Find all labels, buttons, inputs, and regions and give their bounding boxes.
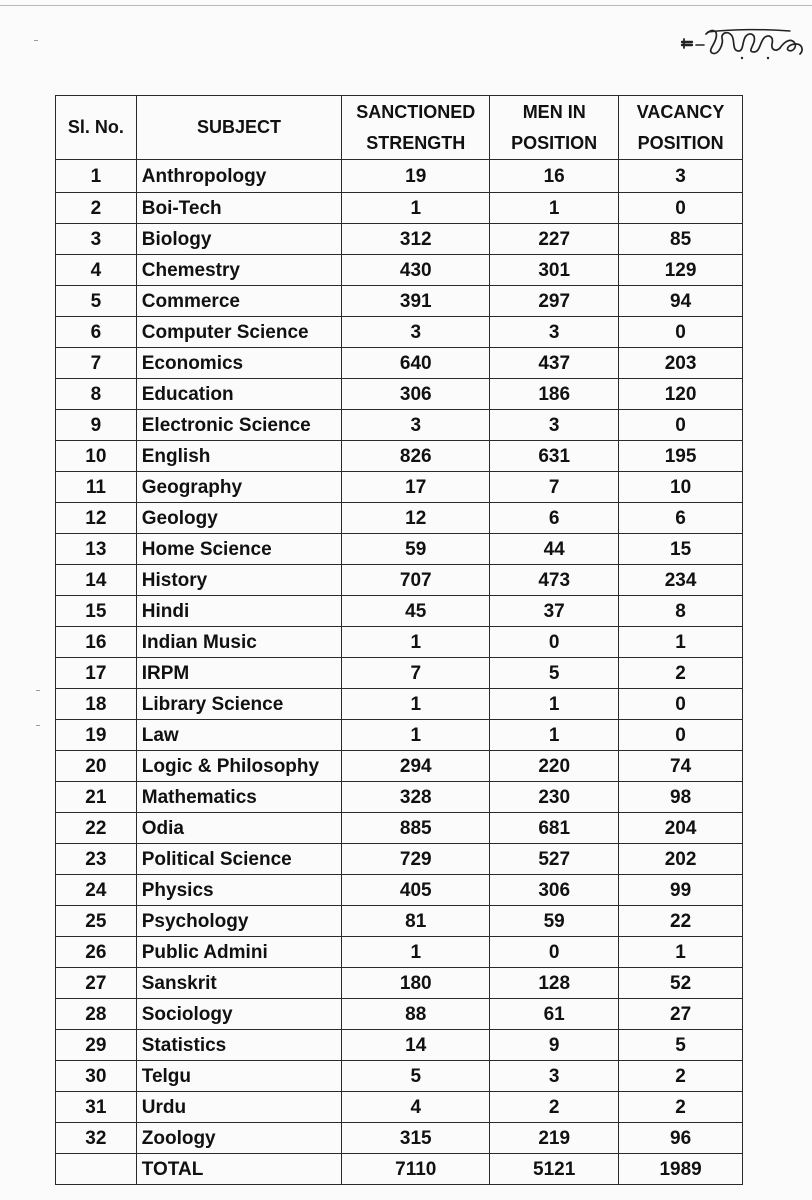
subject-cell: Physics xyxy=(136,875,342,906)
total-row xyxy=(56,1154,743,1185)
vacancy-position-cell: 204 xyxy=(619,813,743,844)
vacancy-position-cell: 0 xyxy=(619,317,743,348)
men-in-position-cell: 61 xyxy=(490,999,619,1030)
subject-cell: Geology xyxy=(136,503,342,534)
men-in-position-cell: 6 xyxy=(490,503,619,534)
header-sl-no: Sl. No. xyxy=(56,96,137,160)
vacancy-position-cell: 0 xyxy=(619,720,743,751)
men-in-position-cell: 3 xyxy=(490,1061,619,1092)
men-in-position-cell: 128 xyxy=(490,968,619,999)
table-row xyxy=(56,1061,743,1092)
subject-cell: Public Admini xyxy=(136,937,342,968)
men-in-position-cell: 527 xyxy=(490,844,619,875)
men-in-position-cell: 220 xyxy=(490,751,619,782)
sl-no-cell: 32 xyxy=(56,1123,137,1154)
sanctioned-strength-cell: 1 xyxy=(342,689,490,720)
sanctioned-strength-cell: 315 xyxy=(342,1123,490,1154)
sl-no-cell: 14 xyxy=(56,565,137,596)
sanctioned-strength-cell: 81 xyxy=(342,906,490,937)
subject-cell: IRPM xyxy=(136,658,342,689)
header-sanctioned-strength: SANCTIONED STRENGTH xyxy=(342,96,490,160)
sanctioned-strength-cell: 640 xyxy=(342,348,490,379)
vacancy-position-cell: 0 xyxy=(619,410,743,441)
sanctioned-strength-cell: 19 xyxy=(342,160,490,193)
vacancy-position-cell: 120 xyxy=(619,379,743,410)
vacancy-position-cell: 2 xyxy=(619,1092,743,1123)
sanctioned-strength-cell: 14 xyxy=(342,1030,490,1061)
sl-no-cell: 10 xyxy=(56,441,137,472)
sl-no-cell: 8 xyxy=(56,379,137,410)
sanctioned-strength-cell: 4 xyxy=(342,1092,490,1123)
sl-no-cell: 17 xyxy=(56,658,137,689)
table-row xyxy=(56,472,743,503)
sl-no-cell: 11 xyxy=(56,472,137,503)
men-in-position-cell: 301 xyxy=(490,255,619,286)
table-row xyxy=(56,255,743,286)
sanctioned-strength-cell: 1 xyxy=(342,627,490,658)
table-row xyxy=(56,875,743,906)
subject-cell: Mathematics xyxy=(136,782,342,813)
table-row xyxy=(56,937,743,968)
men-in-position-cell: 16 xyxy=(490,160,619,193)
men-in-position-cell: 2 xyxy=(490,1092,619,1123)
men-in-position-cell: 297 xyxy=(490,286,619,317)
sanctioned-strength-cell: 312 xyxy=(342,224,490,255)
table-body xyxy=(56,160,743,1154)
sl-no-cell: 27 xyxy=(56,968,137,999)
sanctioned-strength-cell: 1 xyxy=(342,193,490,224)
vacancy-position-cell: 27 xyxy=(619,999,743,1030)
vacancy-position-cell: 6 xyxy=(619,503,743,534)
table-row xyxy=(56,968,743,999)
sl-no-cell: 20 xyxy=(56,751,137,782)
table-row xyxy=(56,751,743,782)
sl-no-cell: 4 xyxy=(56,255,137,286)
men-in-position-cell: 230 xyxy=(490,782,619,813)
handwritten-annotation xyxy=(672,20,812,64)
subject-cell: Urdu xyxy=(136,1092,342,1123)
scan-speck xyxy=(36,725,40,726)
table-row xyxy=(56,627,743,658)
men-in-position-cell: 306 xyxy=(490,875,619,906)
sanctioned-strength-cell: 826 xyxy=(342,441,490,472)
sanctioned-strength-cell: 88 xyxy=(342,999,490,1030)
table-row xyxy=(56,999,743,1030)
subject-cell: Logic & Philosophy xyxy=(136,751,342,782)
sl-no-cell: 6 xyxy=(56,317,137,348)
sl-no-cell: 1 xyxy=(56,160,137,193)
total-men-in-position: 5121 xyxy=(490,1154,619,1185)
sanctioned-strength-cell: 306 xyxy=(342,379,490,410)
sl-no-cell: 16 xyxy=(56,627,137,658)
men-in-position-cell: 437 xyxy=(490,348,619,379)
sanctioned-strength-cell: 7 xyxy=(342,658,490,689)
subject-cell: Geography xyxy=(136,472,342,503)
table-row xyxy=(56,348,743,379)
men-in-position-cell: 3 xyxy=(490,410,619,441)
sanctioned-strength-cell: 12 xyxy=(342,503,490,534)
sl-no-cell: 23 xyxy=(56,844,137,875)
sanctioned-strength-cell: 707 xyxy=(342,565,490,596)
sanctioned-strength-cell: 5 xyxy=(342,1061,490,1092)
men-in-position-cell: 1 xyxy=(490,689,619,720)
subject-cell: Education xyxy=(136,379,342,410)
vacancy-position-cell: 22 xyxy=(619,906,743,937)
vacancy-position-cell: 202 xyxy=(619,844,743,875)
sl-no-cell: 28 xyxy=(56,999,137,1030)
sanctioned-strength-cell: 17 xyxy=(342,472,490,503)
men-in-position-cell: 0 xyxy=(490,937,619,968)
table-row xyxy=(56,844,743,875)
table-row xyxy=(56,782,743,813)
subject-cell: Law xyxy=(136,720,342,751)
subject-cell: Odia xyxy=(136,813,342,844)
subject-cell: Commerce xyxy=(136,286,342,317)
sanctioned-strength-cell: 59 xyxy=(342,534,490,565)
sl-no-cell: 12 xyxy=(56,503,137,534)
sanctioned-strength-cell: 294 xyxy=(342,751,490,782)
header-subject: SUBJECT xyxy=(136,96,342,160)
vacancy-position-cell: 52 xyxy=(619,968,743,999)
subject-cell: Electronic Science xyxy=(136,410,342,441)
men-in-position-cell: 44 xyxy=(490,534,619,565)
sl-no-cell: 3 xyxy=(56,224,137,255)
vacancy-position-cell: 195 xyxy=(619,441,743,472)
table-row xyxy=(56,410,743,441)
vacancy-position-cell: 5 xyxy=(619,1030,743,1061)
sanctioned-strength-cell: 1 xyxy=(342,937,490,968)
men-in-position-cell: 473 xyxy=(490,565,619,596)
vacancy-position-cell: 129 xyxy=(619,255,743,286)
scan-speck xyxy=(34,40,38,41)
men-in-position-cell: 5 xyxy=(490,658,619,689)
table-row xyxy=(56,379,743,410)
men-in-position-cell: 7 xyxy=(490,472,619,503)
table-row xyxy=(56,1030,743,1061)
sl-no-cell: 30 xyxy=(56,1061,137,1092)
sl-no-cell: 24 xyxy=(56,875,137,906)
sl-no-cell: 15 xyxy=(56,596,137,627)
men-in-position-cell: 59 xyxy=(490,906,619,937)
subject-strength-table xyxy=(55,95,743,1185)
sanctioned-strength-cell: 405 xyxy=(342,875,490,906)
men-in-position-cell: 37 xyxy=(490,596,619,627)
table-row xyxy=(56,1123,743,1154)
men-in-position-cell: 186 xyxy=(490,379,619,410)
vacancy-position-cell: 2 xyxy=(619,1061,743,1092)
sl-no-cell: 2 xyxy=(56,193,137,224)
sanctioned-strength-cell: 328 xyxy=(342,782,490,813)
vacancy-position-cell: 0 xyxy=(619,689,743,720)
sanctioned-strength-cell: 3 xyxy=(342,317,490,348)
header-row xyxy=(56,96,743,160)
vacancy-position-cell: 1 xyxy=(619,937,743,968)
total-sl-cell xyxy=(56,1154,137,1185)
subject-cell: Anthropology xyxy=(136,160,342,193)
table-row xyxy=(56,720,743,751)
scan-speck xyxy=(36,690,40,691)
subject-cell: Statistics xyxy=(136,1030,342,1061)
subject-cell: Home Science xyxy=(136,534,342,565)
men-in-position-cell: 219 xyxy=(490,1123,619,1154)
vacancy-position-cell: 10 xyxy=(619,472,743,503)
table-row xyxy=(56,286,743,317)
vacancy-position-cell: 2 xyxy=(619,658,743,689)
table-row xyxy=(56,503,743,534)
total-label: TOTAL xyxy=(136,1154,342,1185)
sanctioned-strength-cell: 391 xyxy=(342,286,490,317)
sl-no-cell: 21 xyxy=(56,782,137,813)
men-in-position-cell: 0 xyxy=(490,627,619,658)
men-in-position-cell: 1 xyxy=(490,193,619,224)
table-row xyxy=(56,160,743,193)
table-row xyxy=(56,534,743,565)
subject-cell: Economics xyxy=(136,348,342,379)
vacancy-position-cell: 0 xyxy=(619,193,743,224)
table-row xyxy=(56,193,743,224)
men-in-position-cell: 227 xyxy=(490,224,619,255)
vacancy-position-cell: 85 xyxy=(619,224,743,255)
table-row xyxy=(56,813,743,844)
page-top-rule xyxy=(0,5,812,6)
sl-no-cell: 25 xyxy=(56,906,137,937)
sanctioned-strength-cell: 729 xyxy=(342,844,490,875)
table-row xyxy=(56,596,743,627)
vacancy-position-cell: 203 xyxy=(619,348,743,379)
table-row xyxy=(56,317,743,348)
subject-cell: Sanskrit xyxy=(136,968,342,999)
table-row xyxy=(56,565,743,596)
subject-cell: Political Science xyxy=(136,844,342,875)
sl-no-cell: 22 xyxy=(56,813,137,844)
sanctioned-strength-cell: 45 xyxy=(342,596,490,627)
subject-cell: Boi-Tech xyxy=(136,193,342,224)
total-vacancy: 1989 xyxy=(619,1154,743,1185)
vacancy-position-cell: 94 xyxy=(619,286,743,317)
sl-no-cell: 5 xyxy=(56,286,137,317)
men-in-position-cell: 631 xyxy=(490,441,619,472)
men-in-position-cell: 1 xyxy=(490,720,619,751)
sl-no-cell: 29 xyxy=(56,1030,137,1061)
subject-cell: Psychology xyxy=(136,906,342,937)
subject-cell: Chemestry xyxy=(136,255,342,286)
subject-cell: History xyxy=(136,565,342,596)
vacancy-position-cell: 3 xyxy=(619,160,743,193)
sl-no-cell: 9 xyxy=(56,410,137,441)
sl-no-cell: 26 xyxy=(56,937,137,968)
vacancy-position-cell: 234 xyxy=(619,565,743,596)
sl-no-cell: 7 xyxy=(56,348,137,379)
vacancy-position-cell: 1 xyxy=(619,627,743,658)
vacancy-position-cell: 74 xyxy=(619,751,743,782)
subject-cell: Telgu xyxy=(136,1061,342,1092)
men-in-position-cell: 681 xyxy=(490,813,619,844)
table-row xyxy=(56,441,743,472)
table-row xyxy=(56,906,743,937)
sl-no-cell: 13 xyxy=(56,534,137,565)
subject-cell: Zoology xyxy=(136,1123,342,1154)
subject-cell: Indian Music xyxy=(136,627,342,658)
sanctioned-strength-cell: 180 xyxy=(342,968,490,999)
sl-no-cell: 19 xyxy=(56,720,137,751)
subject-cell: Hindi xyxy=(136,596,342,627)
sanctioned-strength-cell: 430 xyxy=(342,255,490,286)
table-row xyxy=(56,1092,743,1123)
header-men-in-position: MEN IN POSITION xyxy=(490,96,619,160)
table-row xyxy=(56,224,743,255)
sl-no-cell: 18 xyxy=(56,689,137,720)
subject-cell: Sociology xyxy=(136,999,342,1030)
subject-cell: Library Science xyxy=(136,689,342,720)
table-row xyxy=(56,658,743,689)
vacancy-position-cell: 98 xyxy=(619,782,743,813)
men-in-position-cell: 3 xyxy=(490,317,619,348)
header-vacancy-position: VACANCY POSITION xyxy=(619,96,743,160)
men-in-position-cell: 9 xyxy=(490,1030,619,1061)
sanctioned-strength-cell: 3 xyxy=(342,410,490,441)
vacancy-position-cell: 96 xyxy=(619,1123,743,1154)
sl-no-cell: 31 xyxy=(56,1092,137,1123)
total-sanctioned: 7110 xyxy=(342,1154,490,1185)
vacancy-position-cell: 8 xyxy=(619,596,743,627)
vacancy-position-cell: 15 xyxy=(619,534,743,565)
subject-cell: Computer Science xyxy=(136,317,342,348)
sanctioned-strength-cell: 1 xyxy=(342,720,490,751)
sanctioned-strength-cell: 885 xyxy=(342,813,490,844)
table-row xyxy=(56,689,743,720)
subject-cell: English xyxy=(136,441,342,472)
vacancy-position-cell: 99 xyxy=(619,875,743,906)
subject-cell: Biology xyxy=(136,224,342,255)
